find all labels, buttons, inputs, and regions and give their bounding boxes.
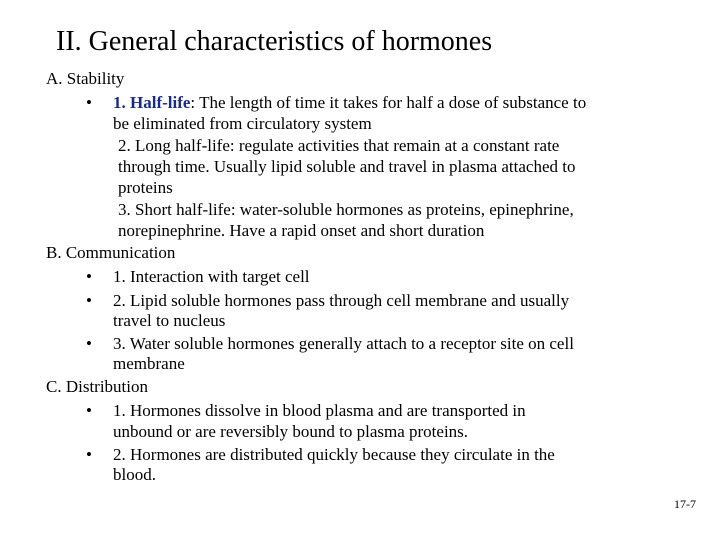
half-life-definition: : The length of time it takes for half a dose of substance to — [190, 93, 587, 112]
section-a-item-2-cont: through time. Usually lipid soluble and travel in plasma attached to — [118, 157, 576, 176]
bullet-b1: • — [86, 267, 92, 286]
section-a-item-3: 3. Short half-life: water-soluble hormones as proteins, epinephrine, — [118, 200, 574, 219]
bullet-c1: • — [86, 401, 92, 420]
page-number: 17-7 — [674, 497, 696, 511]
section-b-item-2: 2. Lipid soluble hormones pass through cell membrane and usually — [113, 291, 570, 310]
section-c-item-2-cont: blood. — [113, 465, 156, 484]
section-a-item-1-cont: be eliminated from circulatory system — [113, 114, 372, 133]
bullet-b2: • — [86, 291, 92, 310]
section-b-item-3-cont: membrane — [113, 354, 185, 373]
section-c-item-1-cont: unbound or are reversibly bound to plasma proteins. — [113, 422, 469, 441]
bullet-c2: • — [86, 445, 92, 464]
bullet-b3: • — [86, 334, 92, 353]
section-c-heading: C. Distribution — [46, 377, 149, 396]
section-a-item-2: 2. Long half-life: regulate activities that remain at a constant rate — [118, 136, 560, 155]
section-b-item-3: 3. Water soluble hormones generally attach to a receptor site on cell — [113, 334, 574, 353]
section-a-item-1 — [113, 92, 586, 113]
section-a-item-2-cont2: proteins — [118, 178, 173, 197]
section-c-item-2: 2. Hormones are distributed quickly because they circulate in the — [113, 445, 555, 464]
half-life-term: 1. Half-life — [113, 93, 191, 112]
section-b-heading: B. Communication — [46, 243, 176, 262]
section-b-item-2-cont: travel to nucleus — [113, 311, 226, 330]
bullet-a1: • — [86, 93, 92, 112]
section-a-heading: A. Stability — [46, 69, 125, 88]
section-c-item-1: 1. Hormones dissolve in blood plasma and are transported in — [113, 401, 526, 420]
slide-title: II. General characteristics of hormones — [56, 26, 493, 57]
section-a-item-3-cont: norepinephrine. Have a rapid onset and short duration — [118, 221, 485, 240]
section-b-item-1: 1. Interaction with target cell — [113, 267, 310, 286]
